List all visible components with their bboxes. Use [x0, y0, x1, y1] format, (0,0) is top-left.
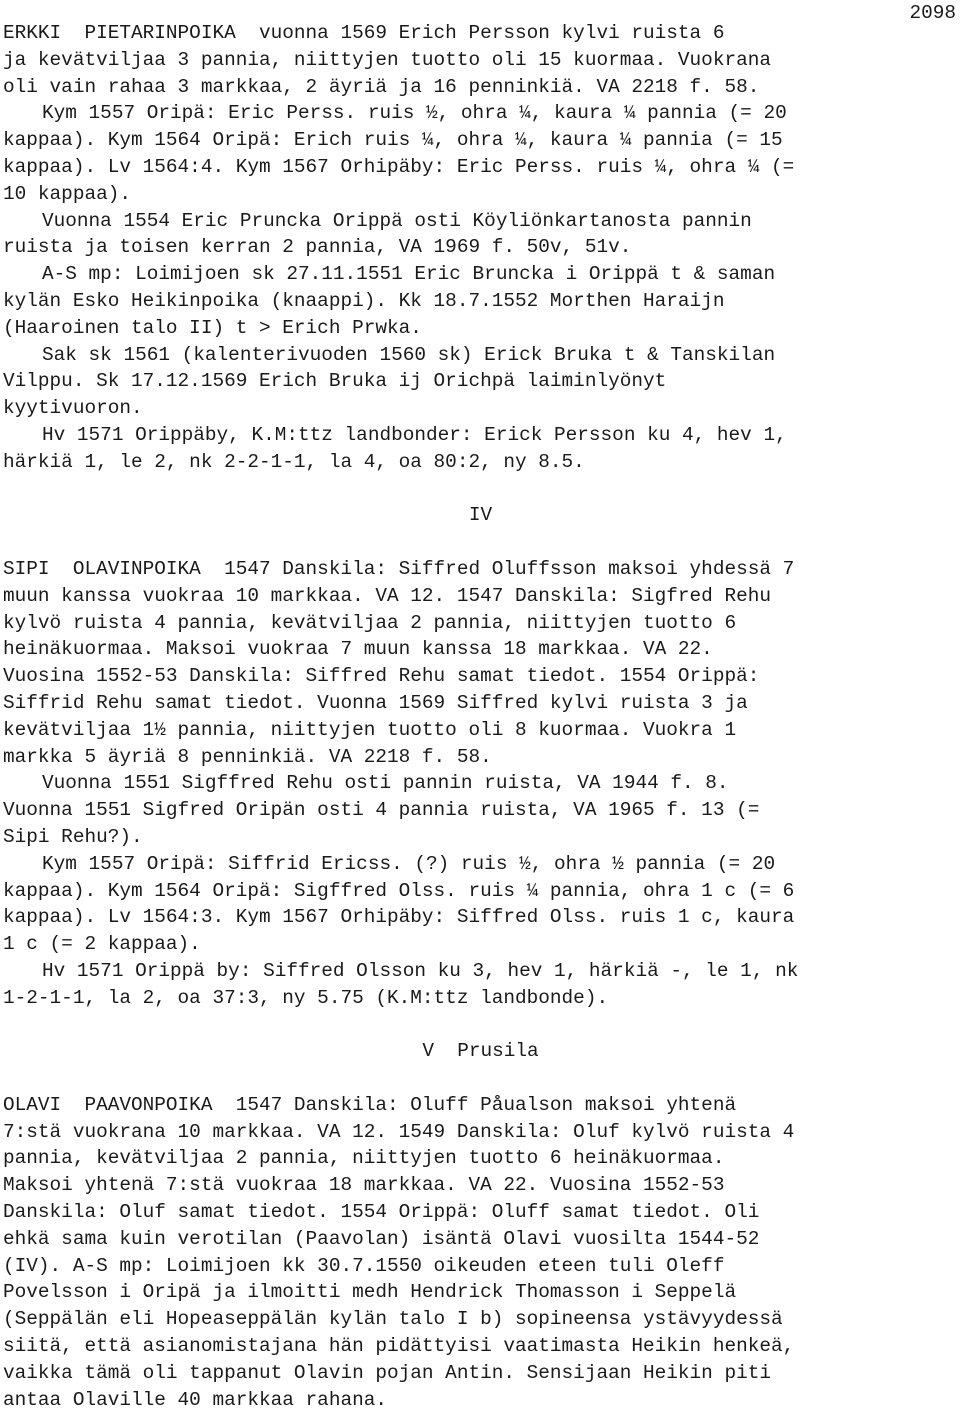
- page-number: 2098: [909, 2, 956, 24]
- text-line: SIPI OLAVINPOIKA 1547 Danskila: Siffred Oluffsson maksoi yhdessä 7: [3, 557, 795, 580]
- text-line: Maksoi yhtenä 7:stä vuokraa 18 markkaa. VA 22. Vuosina 1552-53: [3, 1174, 725, 1197]
- text-line: 7:stä vuokrana 10 markkaa. VA 12. 1549 Danskila: Oluf kylvö ruista 4: [3, 1120, 795, 1143]
- text-line: Vilppu. Sk 17.12.1569 Erich Bruka ij Orichpä laiminlyönyt: [3, 370, 667, 393]
- text-line: 1-2-1-1, la 2, oa 37:3, ny 5.75 (K.M:ttz landbonde).: [3, 986, 609, 1009]
- text-line: kylän Esko Heikinpoika (knaappi). Kk 18.7.1552 Morthen Haraijn: [3, 289, 725, 312]
- text-line: Vuonna 1554 Eric Pruncka Orippä osti Köyliönkartanosta pannin: [42, 209, 752, 232]
- text-line: kappaa). Lv 1564:3. Kym 1567 Orhipäby: Siffred Olss. ruis 1 c, kaura: [3, 906, 795, 929]
- text-line: 1 c (= 2 kappaa).: [3, 933, 201, 956]
- section-olavi: [3, 1092, 958, 1413]
- section-erkki: [3, 20, 958, 476]
- text-line: siitä, että asianomistajana hän pidättyisi vaatimasta Heikin henkeä,: [3, 1335, 795, 1358]
- text-line: Siffrid Rehu samat tiedot. Vuonna 1569 Siffred kylvi ruista 3 ja: [3, 691, 748, 714]
- blank-line: [3, 1011, 958, 1038]
- text-line: Vuonna 1551 Sigfred Oripän osti 4 pannia ruista, VA 1965 f. 13 (=: [3, 799, 760, 822]
- section-heading-v: V Prusila: [422, 1040, 539, 1063]
- text-line: muun kanssa vuokraa 10 markkaa. VA 12. 1547 Danskila: Sigfred Rehu: [3, 584, 771, 607]
- text-line: kylvö ruista 4 pannia, kevätviljaa 2 pannia, niittyjen tuotto 6: [3, 611, 737, 634]
- blank-line: [3, 529, 958, 556]
- blank-line: [3, 1065, 958, 1092]
- blank-line: [3, 476, 958, 503]
- text-line: Kym 1557 Oripä: Siffrid Ericss. (?) ruis ½, ohra ½ pannia (= 20: [42, 852, 776, 875]
- text-line: kappaa). Lv 1564:4. Kym 1567 Orhipäby: Eric Perss. ruis ¼, ohra ¼ (=: [3, 155, 795, 178]
- text-line: kyytivuoron.: [3, 397, 143, 420]
- text-line: 10 kappaa).: [3, 182, 131, 205]
- text-line: ehkä sama kuin verotilan (Paavolan) isäntä Olavi vuosilta 1544-52: [3, 1227, 760, 1250]
- text-line: Danskila: Oluf samat tiedot. 1554 Orippä: Oluff samat tiedot. Oli: [3, 1201, 760, 1224]
- text-line: antaa Olaville 40 markkaa rahana.: [3, 1388, 387, 1411]
- text-line: vaikka tämä oli tappanut Olavin pojan Antin. Sensijaan Heikin piti: [3, 1361, 771, 1384]
- text-line: Sak sk 1561 (kalenterivuoden 1560 sk) Erick Bruka t & Tanskilan: [42, 343, 776, 366]
- document-body: [3, 20, 958, 1413]
- section-sipi: [3, 556, 958, 1012]
- text-line: (Haaroinen talo II) t > Erich Prwka.: [3, 316, 422, 339]
- text-line: oli vain rahaa 3 markkaa, 2 äyriä ja 16 penninkiä. VA 2218 f. 58.: [3, 75, 760, 98]
- text-line: ja kevätviljaa 3 pannia, niittyjen tuotto oli 15 kuormaa. Vuokrana: [3, 48, 771, 71]
- text-line: markka 5 äyriä 8 penninkiä. VA 2218 f. 58.: [3, 745, 492, 768]
- text-line: A-S mp: Loimijoen sk 27.11.1551 Eric Bruncka i Orippä t & saman: [42, 263, 776, 286]
- text-line: kappaa). Kym 1564 Oripä: Sigffred Olss. ruis ¼ pannia, ohra 1 c (= 6: [3, 879, 795, 902]
- text-line: kevätviljaa 1½ pannia, niittyjen tuotto oli 8 kuormaa. Vuokra 1: [3, 718, 737, 741]
- text-line: kappaa). Kym 1564 Oripä: Erich ruis ¼, ohra ¼, kaura ¼ pannia (= 15: [3, 129, 783, 152]
- text-line: ERKKI PIETARINPOIKA vuonna 1569 Erich Persson kylvi ruista 6: [3, 22, 725, 44]
- text-line: ruista ja toisen kerran 2 pannia, VA 1969 f. 50v, 51v.: [3, 236, 632, 259]
- text-line: härkiä 1, le 2, nk 2-2-1-1, la 4, oa 80:2, ny 8.5.: [3, 450, 585, 473]
- text-line: Hv 1571 Orippäby, K.M:ttz landbonder: Erick Persson ku 4, hev 1,: [42, 423, 787, 446]
- text-line: Kym 1557 Oripä: Eric Perss. ruis ½, ohra ¼, kaura ¼ pannia (= 20: [42, 102, 787, 125]
- text-line: (Seppälän eli Hopeaseppälän kylän talo I b) sopineensa ystävyydessä: [3, 1308, 783, 1331]
- text-line: heinäkuormaa. Maksoi vuokraa 7 muun kanssa 18 markkaa. VA 22.: [3, 638, 713, 661]
- text-line: Sipi Rehu?).: [3, 825, 143, 848]
- text-line: Hv 1571 Orippä by: Siffred Olsson ku 3, hev 1, härkiä -, le 1, nk: [42, 959, 799, 982]
- text-line: Vuonna 1551 Sigffred Rehu osti pannin ruista, VA 1944 f. 8.: [42, 772, 729, 795]
- text-line: (IV). A-S mp: Loimijoen kk 30.7.1550 oikeuden eteen tuli Oleff: [3, 1254, 725, 1277]
- text-line: OLAVI PAAVONPOIKA 1547 Danskila: Oluff Påualson maksoi yhtenä: [3, 1093, 737, 1116]
- section-heading-iv: IV: [468, 504, 493, 527]
- text-line: Vuosina 1552-53 Danskila: Siffred Rehu samat tiedot. 1554 Orippä:: [3, 665, 760, 688]
- text-line: pannia, kevätviljaa 2 pannia, niittyjen tuotto 6 heinäkuormaa.: [3, 1147, 725, 1170]
- text-line: Povelsson i Oripä ja ilmoitti medh Hendrick Thomasson i Seppelä: [3, 1281, 737, 1304]
